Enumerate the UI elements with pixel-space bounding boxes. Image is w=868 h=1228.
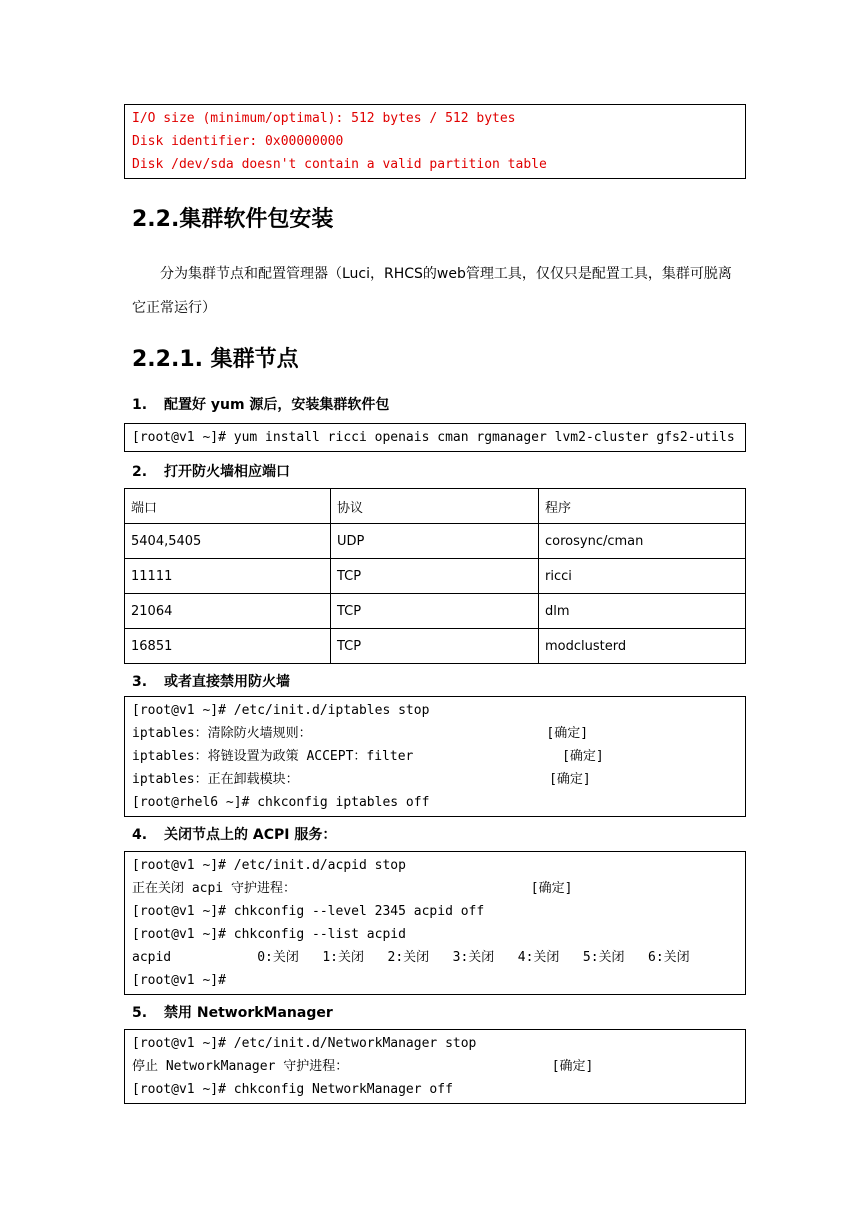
document-page bbox=[124, 104, 746, 1104]
step-heading-5 bbox=[132, 1001, 754, 1025]
step-label: 打开防火墙相应端口 bbox=[164, 464, 290, 480]
step-heading-2 bbox=[132, 460, 754, 484]
step-number: 4. bbox=[132, 827, 148, 843]
code-line: [root@v1 ~]# chkconfig NetworkManager off bbox=[132, 1082, 453, 1097]
table-header-cell: 协议 bbox=[331, 489, 539, 524]
table-cell: UDP bbox=[331, 524, 539, 559]
table-header-cell: 端口 bbox=[125, 489, 331, 524]
code-line: 正在关闭 acpi 守护进程： [确定] bbox=[132, 881, 573, 896]
code-line: iptables：清除防火墙规则： [确定] bbox=[132, 726, 589, 741]
code-block-iptables bbox=[124, 696, 746, 817]
step-heading-4 bbox=[132, 823, 754, 847]
code-line: Disk /dev/sda doesn't contain a valid partition table bbox=[132, 157, 547, 172]
table-cell: 5404,5405 bbox=[125, 524, 331, 559]
code-block-disk-info bbox=[124, 104, 746, 179]
section-heading-2-2-1: 2.2.1. 集群节点 bbox=[132, 347, 299, 372]
table-cell: TCP bbox=[331, 559, 539, 594]
step-label: 配置好 yum 源后，安装集群软件包 bbox=[164, 397, 390, 413]
code-line: acpid 0:关闭 1:关闭 2:关闭 3:关闭 4:关闭 5:关闭 6:关闭 bbox=[132, 950, 690, 965]
code-line: iptables：将链设置为政策 ACCEPT：filter [确定] bbox=[132, 749, 604, 764]
code-line: [root@v1 ~]# chkconfig --level 2345 acpid off bbox=[132, 904, 485, 919]
table-cell: TCP bbox=[331, 629, 539, 664]
table-cell: dlm bbox=[539, 594, 746, 629]
code-line: iptables：正在卸载模块： [确定] bbox=[132, 772, 591, 787]
table-header-row bbox=[125, 489, 746, 524]
table-cell: corosync/cman bbox=[539, 524, 746, 559]
code-block-networkmanager bbox=[124, 1029, 746, 1104]
table-cell: ricci bbox=[539, 559, 746, 594]
code-line: 停止 NetworkManager 守护进程： [确定] bbox=[132, 1059, 594, 1074]
step-label: 关闭节点上的 ACPI 服务： bbox=[164, 827, 337, 843]
table-cell: TCP bbox=[331, 594, 539, 629]
table-header-cell: 程序 bbox=[539, 489, 746, 524]
code-line: [root@v1 ~]# yum install ricci openais cman rgmanager lvm2-cluster gfs2-utils bbox=[132, 430, 735, 445]
code-line: [root@v1 ~]# bbox=[132, 973, 226, 988]
code-line: [root@rhel6 ~]# chkconfig iptables off bbox=[132, 795, 430, 810]
table-cell: modclusterd bbox=[539, 629, 746, 664]
table-cell: 16851 bbox=[125, 629, 331, 664]
code-line: [root@v1 ~]# /etc/init.d/iptables stop bbox=[132, 703, 430, 718]
step-number: 3. bbox=[132, 674, 148, 690]
ports-table bbox=[124, 488, 746, 664]
step-label: 禁用 NetworkManager bbox=[164, 1005, 333, 1021]
table-cell: 11111 bbox=[125, 559, 331, 594]
step-heading-3 bbox=[132, 670, 754, 694]
code-block-yum-install bbox=[124, 423, 746, 452]
code-line: I/O size (minimum/optimal): 512 bytes / 512 bytes bbox=[132, 111, 516, 126]
table-row bbox=[125, 524, 746, 559]
code-line: [root@v1 ~]# /etc/init.d/acpid stop bbox=[132, 858, 406, 873]
step-heading-1 bbox=[132, 393, 754, 417]
step-number: 5. bbox=[132, 1005, 148, 1021]
code-line: [root@v1 ~]# chkconfig --list acpid bbox=[132, 927, 406, 942]
code-block-acpid bbox=[124, 851, 746, 995]
code-line: Disk identifier: 0x00000000 bbox=[132, 134, 344, 149]
table-row bbox=[125, 559, 746, 594]
step-label: 或者直接禁用防火墙 bbox=[164, 674, 290, 690]
section-heading-2-2: 2.2.集群软件包安装 bbox=[132, 207, 334, 232]
step-number: 2. bbox=[132, 464, 148, 480]
section-paragraph: 分为集群节点和配置管理器（Luci，RHCS的web管理工具，仅仅只是配置工具，集群可脱离它正常运行） bbox=[132, 266, 732, 316]
table-row bbox=[125, 629, 746, 664]
table-cell: 21064 bbox=[125, 594, 331, 629]
table-row bbox=[125, 594, 746, 629]
code-line: [root@v1 ~]# /etc/init.d/NetworkManager stop bbox=[132, 1036, 477, 1051]
step-number: 1. bbox=[132, 397, 148, 413]
